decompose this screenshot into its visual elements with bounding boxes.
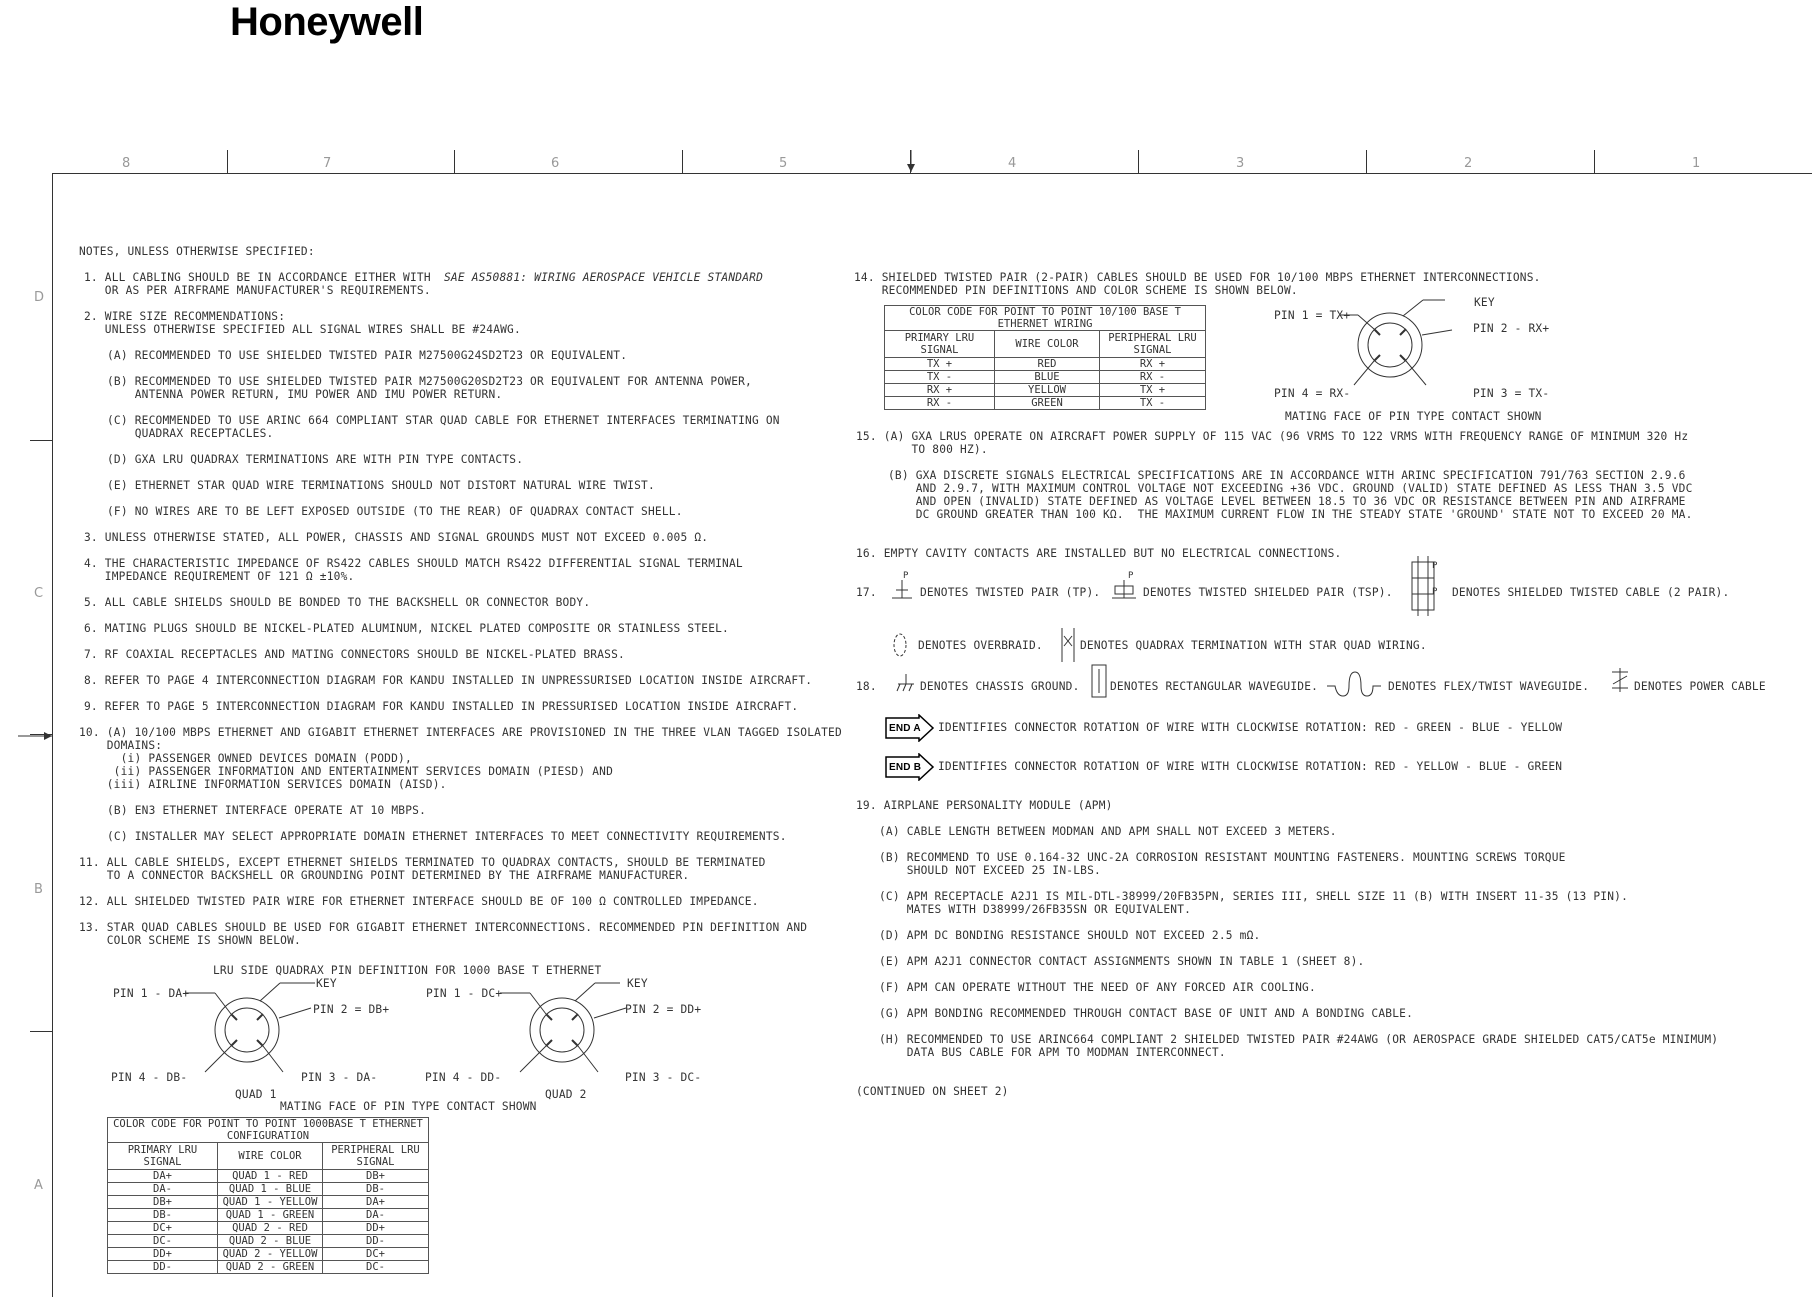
table-cell: QUAD 2 - GREEN [218, 1261, 323, 1274]
flex-text: DENOTES FLEX/TWIST WAVEGUIDE. [1388, 680, 1590, 693]
q3-pin4: PIN 4 = RX- [1274, 387, 1351, 400]
tsc-p-label-2: P [1432, 587, 1438, 597]
flex-twist-waveguide-icon [1325, 668, 1383, 698]
note-4-cont: IMPEDANCE REQUIREMENT OF 121 Ω ±10%. [84, 570, 355, 583]
q1-pin1: PIN 1 - DA+ [113, 987, 190, 1000]
table-header: WIRE COLOR [995, 331, 1100, 358]
note-2b-cont: ANTENNA POWER RETURN, IMU POWER AND IMU POWER RETURN. [107, 388, 503, 401]
ruler-row-label: A [34, 1178, 43, 1193]
note-19h: (H) RECOMMENDED TO USE ARINC664 COMPLIANT 2 SHIELDED TWISTED PAIR #24AWG (OR AEROSPACE GRADE SHIELDED CAT5/CAT5e MINIMUM) [879, 1033, 1719, 1046]
note-19h-cont: DATA BUS CABLE FOR APM TO MODMAN INTERCONNECT. [879, 1046, 1226, 1059]
note-10a-iii: (iii) AIRLINE INFORMATION SERVICES DOMAIN (AISD). [79, 778, 447, 791]
table-cell: TX + [885, 358, 995, 371]
end-a-label: END A [889, 723, 921, 734]
q3-caption: MATING FACE OF PIN TYPE CONTACT SHOWN [1285, 410, 1542, 423]
q1-label: QUAD 1 [235, 1088, 277, 1101]
q2-pin4: PIN 4 - DD- [425, 1071, 502, 1084]
table-row [885, 358, 1206, 371]
table-cell: BLUE [995, 371, 1100, 384]
table-cell: DB- [108, 1209, 218, 1222]
table-cell: DB- [323, 1183, 429, 1196]
center-arrow-left [18, 731, 54, 741]
table-title: COLOR CODE FOR POINT TO POINT 1000BASE T ETHERNET CONFIGURATION [108, 1118, 429, 1143]
note-11: 11. ALL CABLE SHIELDS, EXCEPT ETHERNET SHIELDS TERMINATED TO QUADRAX CONTACTS, SHOULD BE TERMINATED [79, 856, 766, 869]
overbraid-icon [892, 632, 908, 658]
note-19c-cont: MATES WITH D38999/26FB35SN OR EQUIVALENT. [879, 903, 1192, 916]
table-cell: DD+ [108, 1248, 218, 1261]
note-13-cont: COLOR SCHEME IS SHOWN BELOW. [79, 934, 301, 947]
note-12: 12. ALL SHIELDED TWISTED PAIR WIRE FOR ETHERNET INTERFACE SHOULD BE OF 100 Ω CONTROLLED IMPEDANCE. [79, 895, 759, 908]
ruler-row-label: C [34, 586, 44, 601]
table-header: PRIMARY LRU SIGNAL [885, 331, 995, 358]
q2-pin1: PIN 1 - DC+ [426, 987, 503, 1000]
note-15a-cont: TO 800 HZ). [856, 443, 988, 456]
note-15b: (B) GXA DISCRETE SIGNALS ELECTRICAL SPECIFICATIONS ARE IN ACCORDANCE WITH ARINC SPECIFICATION 791/763 SECTION 2.9.6 [888, 469, 1686, 482]
note-19e: (E) APM A2J1 CONNECTOR CONTACT ASSIGNMENTS SHOWN IN TABLE 1 (SHEET 8). [879, 955, 1365, 968]
ruler-tick [682, 150, 683, 173]
note-18-number: 18. [856, 680, 877, 693]
table-header: PRIMARY LRU SIGNAL [108, 1143, 218, 1170]
note-10a: 10. (A) 10/100 MBPS ETHERNET AND GIGABIT ETHERNET INTERFACES ARE PROVISIONED IN THE THREE VLAN TAGGED ISOLATED [79, 726, 842, 739]
table-cell: QUAD 2 - BLUE [218, 1235, 323, 1248]
note-13: 13. STAR QUAD CABLES SHOULD BE USED FOR GIGABIT ETHERNET INTERCONNECTIONS. RECOMMENDED PIN DEFINITION AND [79, 921, 808, 934]
table-cell: QUAD 2 - RED [218, 1222, 323, 1235]
table-row [108, 1196, 429, 1209]
table-cell: YELLOW [995, 384, 1100, 397]
rectangular-waveguide-icon [1090, 663, 1108, 699]
ruler-col-label: 4 [1008, 156, 1017, 171]
note-1-standard: SAE AS50881: WIRING AEROSPACE VEHICLE STANDARD [444, 271, 764, 284]
note-11-cont: TO A CONNECTOR BACKSHELL OR GROUNDING POINT DETERMINED BY THE AIRFRAME MANUFACTURER. [79, 869, 690, 882]
table-cell: QUAD 1 - GREEN [218, 1209, 323, 1222]
ruler-tick [454, 150, 455, 173]
note-2c: (C) RECOMMENDED TO USE ARINC 664 COMPLIANT STAR QUAD CABLE FOR ETHERNET INTERFACES TERMINATING ON [107, 414, 780, 427]
table-cell: DA- [323, 1209, 429, 1222]
note-19: 19. AIRPLANE PERSONALITY MODULE (APM) [856, 799, 1113, 812]
table-cell: DA- [108, 1183, 218, 1196]
note-2d: (D) GXA LRU QUADRAX TERMINATIONS ARE WITH PIN TYPE CONTACTS. [107, 453, 524, 466]
table-cell: DD- [323, 1235, 429, 1248]
note-19c: (C) APM RECEPTACLE A2J1 IS MIL-DTL-38999/20FB35PN, SERIES III, SHELL SIZE 11 (B) WITH INSERT 11-35 (13 PIN). [879, 890, 1629, 903]
table-cell: DC+ [323, 1248, 429, 1261]
q3-pin2: PIN 2 - RX+ [1473, 322, 1550, 335]
q2-key: KEY [627, 977, 648, 990]
table-cell: DD- [108, 1261, 218, 1274]
ruler-tick [30, 1031, 52, 1032]
ruler-col-label: 8 [122, 156, 131, 171]
note-6: 6. MATING PLUGS SHOULD BE NICKEL-PLATED ALUMINUM, NICKEL PLATED COMPOSITE OR STAINLESS STEEL. [84, 622, 729, 635]
tp-p-label: P [903, 571, 909, 581]
quad-caption: MATING FACE OF PIN TYPE CONTACT SHOWN [280, 1100, 537, 1113]
tsc-p-label: P [1432, 561, 1438, 571]
q2-pin2: PIN 2 = DD+ [625, 1003, 702, 1016]
rect-text: DENOTES RECTANGULAR WAVEGUIDE. [1110, 680, 1319, 693]
table-cell: TX - [885, 371, 995, 384]
table-cell: RX + [885, 384, 995, 397]
continued-note: (CONTINUED ON SHEET 2) [856, 1085, 1009, 1098]
table-cell: RED [995, 358, 1100, 371]
quad-2-connector [500, 975, 680, 1085]
note-14-cont: RECOMMENDED PIN DEFINITIONS AND COLOR SCHEME IS SHOWN BELOW. [854, 284, 1298, 297]
note-15b-cont: AND 2.9.7, WITH MAXIMUM CONTROL VOLTAGE NOT EXCEEDING +36 VDC. GROUND (VALID) STATE DEFINED AS LESS THAN 3.5 VDC [888, 482, 1693, 495]
q1-key: KEY [316, 977, 337, 990]
note-19d: (D) APM DC BONDING RESISTANCE SHOULD NOT EXCEED 2.5 mΩ. [879, 929, 1261, 942]
table-cell: RX - [1100, 371, 1206, 384]
table-cell: DC- [323, 1261, 429, 1274]
twisted-pair-icon [890, 576, 914, 602]
table-cell: DC- [108, 1235, 218, 1248]
table-header: PERIPHERAL LRU SIGNAL [323, 1143, 429, 1170]
end-b-text: IDENTIFIES CONNECTOR ROTATION OF WIRE WITH CLOCKWISE ROTATION: RED - YELLOW - BLUE - GREEN [938, 760, 1563, 773]
note-4: 4. THE CHARACTERISTIC IMPEDANCE OF RS422 CABLES SHOULD MATCH RS422 DIFFERENTIAL SIGNAL TERMINAL [84, 557, 743, 570]
note-10a-ii: (ii) PASSENGER INFORMATION AND ENTERTAINMENT SERVICES DOMAIN (PIESD) AND [79, 765, 614, 778]
note-2b: (B) RECOMMENDED TO USE SHIELDED TWISTED PAIR M27500G20SD2T23 OR EQUIVALENT FOR ANTENNA POWER, [107, 375, 752, 388]
frame-top-border [52, 173, 1812, 174]
center-arrow-top [906, 150, 916, 174]
quad-diagram-title: LRU SIDE QUADRAX PIN DEFINITION FOR 1000 BASE T ETHERNET [213, 964, 602, 977]
note-17-number: 17. [856, 586, 877, 599]
chassis-ground-icon [895, 672, 917, 694]
table-cell: QUAD 2 - YELLOW [218, 1248, 323, 1261]
overbraid-text: DENOTES OVERBRAID. [918, 639, 1043, 652]
q3-key: KEY [1474, 296, 1495, 309]
q3-pin1: PIN 1 = TX+ [1274, 309, 1351, 322]
quad-3-connector [1340, 290, 1470, 400]
note-5: 5. ALL CABLE SHIELDS SHOULD BE BONDED TO THE BACKSHELL OR CONNECTOR BODY. [84, 596, 591, 609]
ruler-col-label: 2 [1464, 156, 1473, 171]
table-row [108, 1209, 429, 1222]
table-cell: DB+ [323, 1170, 429, 1183]
color-code-table-100base [884, 305, 1206, 410]
table-cell: DA+ [108, 1170, 218, 1183]
table-row [885, 384, 1206, 397]
chassis-text: DENOTES CHASSIS GROUND. [920, 680, 1080, 693]
note-19g: (G) APM BONDING RECOMMENDED THROUGH CONTACT BASE OF UNIT AND A BONDING CABLE. [879, 1007, 1414, 1020]
tsp-text: DENOTES TWISTED SHIELDED PAIR (TSP). [1143, 586, 1393, 599]
table-cell: RX - [885, 397, 995, 410]
quad-1-connector [185, 975, 365, 1085]
ruler-col-label: 1 [1692, 156, 1701, 171]
q2-pin3: PIN 3 - DC- [625, 1071, 702, 1084]
note-10b: (B) EN3 ETHERNET INTERFACE OPERATE AT 10 MBPS. [107, 804, 427, 817]
table-cell: GREEN [995, 397, 1100, 410]
note-2c-cont: QUADRAX RECEPTACLES. [107, 427, 274, 440]
table-row [108, 1261, 429, 1274]
table-header: WIRE COLOR [218, 1143, 323, 1170]
power-text: DENOTES POWER CABLE [1634, 680, 1766, 693]
end-a-text: IDENTIFIES CONNECTOR ROTATION OF WIRE WITH CLOCKWISE ROTATION: RED - GREEN - BLUE - YELLOW [938, 721, 1563, 734]
table-title: COLOR CODE FOR POINT TO POINT 10/100 BASE T ETHERNET WIRING [885, 306, 1206, 331]
note-2-cont: UNLESS OTHERWISE SPECIFIED ALL SIGNAL WIRES SHALL BE #24AWG. [84, 323, 521, 336]
table-cell: RX + [1100, 358, 1206, 371]
note-19b: (B) RECOMMEND TO USE 0.164-32 UNC-2A CORROSION RESISTANT MOUNTING FASTENERS. MOUNTING SCREWS TORQUE [879, 851, 1566, 864]
ruler-row-label: B [34, 882, 43, 897]
tsp-p-label: P [1128, 571, 1134, 581]
table-row [108, 1183, 429, 1196]
note-19f: (F) APM CAN OPERATE WITHOUT THE NEED OF ANY FORCED AIR COOLING. [879, 981, 1316, 994]
table-cell: QUAD 1 - BLUE [218, 1183, 323, 1196]
note-2e: (E) ETHERNET STAR QUAD WIRE TERMINATIONS SHOULD NOT DISTORT NATURAL WIRE TWIST. [107, 479, 655, 492]
ruler-tick [1138, 150, 1139, 173]
table-row [885, 371, 1206, 384]
note-19b-cont: SHOULD NOT EXCEED 25 IN-LBS. [879, 864, 1101, 877]
note-1: 1. ALL CABLING SHOULD BE IN ACCORDANCE EITHER WITH [84, 271, 438, 284]
table-row [108, 1248, 429, 1261]
note-14: 14. SHIELDED TWISTED PAIR (2-PAIR) CABLES SHOULD BE USED FOR 10/100 MBPS ETHERNET INTERCONNECTIONS. [854, 271, 1541, 284]
table-header: PERIPHERAL LRU SIGNAL [1100, 331, 1206, 358]
ruler-col-label: 5 [779, 156, 788, 171]
color-code-table-1000base [107, 1117, 429, 1274]
note-2: 2. WIRE SIZE RECOMMENDATIONS: [84, 310, 286, 323]
note-7: 7. RF COAXIAL RECEPTACLES AND MATING CONNECTORS SHOULD BE NICKEL-PLATED BRASS. [84, 648, 625, 661]
power-cable-icon [1610, 668, 1630, 692]
table-cell: QUAD 1 - YELLOW [218, 1196, 323, 1209]
note-10a-cont: DOMAINS: [79, 739, 163, 752]
table-row [108, 1222, 429, 1235]
quadrax-text: DENOTES QUADRAX TERMINATION WITH STAR QUAD WIRING. [1080, 639, 1427, 652]
ruler-col-label: 3 [1236, 156, 1245, 171]
ruler-tick [1366, 150, 1367, 173]
note-19a: (A) CABLE LENGTH BETWEEN MODMAN AND APM SHALL NOT EXCEED 3 METERS. [879, 825, 1337, 838]
note-2a: (A) RECOMMENDED TO USE SHIELDED TWISTED PAIR M27500G24SD2T23 OR EQUIVALENT. [107, 349, 628, 362]
note-10a-i: (i) PASSENGER OWNED DEVICES DOMAIN (PODD), [79, 752, 412, 765]
note-15b-cont: DC GROUND GREATER THAN 100 KΩ. THE MAXIMUM CURRENT FLOW IN THE STEADY STATE 'GROUND' STATE NOT TO EXCEED 20 MA. [888, 508, 1693, 521]
note-8: 8. REFER TO PAGE 4 INTERCONNECTION DIAGRAM FOR KANDU INSTALLED IN UNPRESSURISED LOCATION INSIDE AIRCRAFT. [84, 674, 813, 687]
ruler-tick [227, 150, 228, 173]
table-cell: DD+ [323, 1222, 429, 1235]
table-cell: DC+ [108, 1222, 218, 1235]
table-cell: TX - [1100, 397, 1206, 410]
table-row [885, 397, 1206, 410]
tp-text: DENOTES TWISTED PAIR (TP). [920, 586, 1101, 599]
q3-pin3: PIN 3 = TX- [1473, 387, 1550, 400]
note-10c: (C) INSTALLER MAY SELECT APPROPRIATE DOMAIN ETHERNET INTERFACES TO MEET CONNECTIVITY REQUIREMENTS. [107, 830, 787, 843]
ruler-tick [1594, 150, 1595, 173]
tsc-text: DENOTES SHIELDED TWISTED CABLE (2 PAIR). [1452, 586, 1730, 599]
honeywell-logo: Honeywell [230, 0, 424, 44]
note-2f: (F) NO WIRES ARE TO BE LEFT EXPOSED OUTSIDE (TO THE REAR) OF QUADRAX CONTACT SHELL. [107, 505, 683, 518]
table-cell: DB+ [108, 1196, 218, 1209]
table-row [108, 1170, 429, 1183]
table-cell: DA+ [323, 1196, 429, 1209]
q1-pin2: PIN 2 = DB+ [313, 1003, 390, 1016]
q1-pin3: PIN 3 - DA- [301, 1071, 378, 1084]
q2-label: QUAD 2 [545, 1088, 587, 1101]
notes-header: NOTES, UNLESS OTHERWISE SPECIFIED: [79, 245, 315, 258]
ruler-tick [30, 440, 52, 441]
table-cell: QUAD 1 - RED [218, 1170, 323, 1183]
note-15a: 15. (A) GXA LRUS OPERATE ON AIRCRAFT POWER SUPPLY OF 115 VAC (96 VRMS TO 122 VRMS WITH FREQUENCY RANGE OF MINIMUM 320 Hz [856, 430, 1689, 443]
note-15b-cont: AND OPEN (INVALID) STATE DEFINED AS VOLTAGE LEVEL BETWEEN 18.5 TO 36 VDC OR RESISTANCE BETWEEN PIN AND AIRFRAME [888, 495, 1686, 508]
ruler-col-label: 6 [551, 156, 560, 171]
note-3: 3. UNLESS OTHERWISE STATED, ALL POWER, CHASSIS AND SIGNAL GROUNDS MUST NOT EXCEED 0.005 Ω. [84, 531, 709, 544]
ruler-col-label: 7 [323, 156, 332, 171]
table-row [108, 1235, 429, 1248]
note-1-cont: OR AS PER AIRFRAME MANUFACTURER'S REQUIREMENTS. [84, 284, 431, 297]
note-9: 9. REFER TO PAGE 5 INTERCONNECTION DIAGRAM FOR KANDU INSTALLED IN PRESSURISED LOCATION INSIDE AIRCRAFT. [84, 700, 799, 713]
table-cell: TX + [1100, 384, 1206, 397]
ruler-row-label: D [34, 290, 45, 305]
quadrax-termination-icon [1060, 628, 1076, 662]
note-16: 16. EMPTY CAVITY CONTACTS ARE INSTALLED BUT NO ELECTRICAL CONNECTIONS. [856, 547, 1342, 560]
q1-pin4: PIN 4 - DB- [111, 1071, 188, 1084]
end-b-label: END B [889, 762, 922, 773]
